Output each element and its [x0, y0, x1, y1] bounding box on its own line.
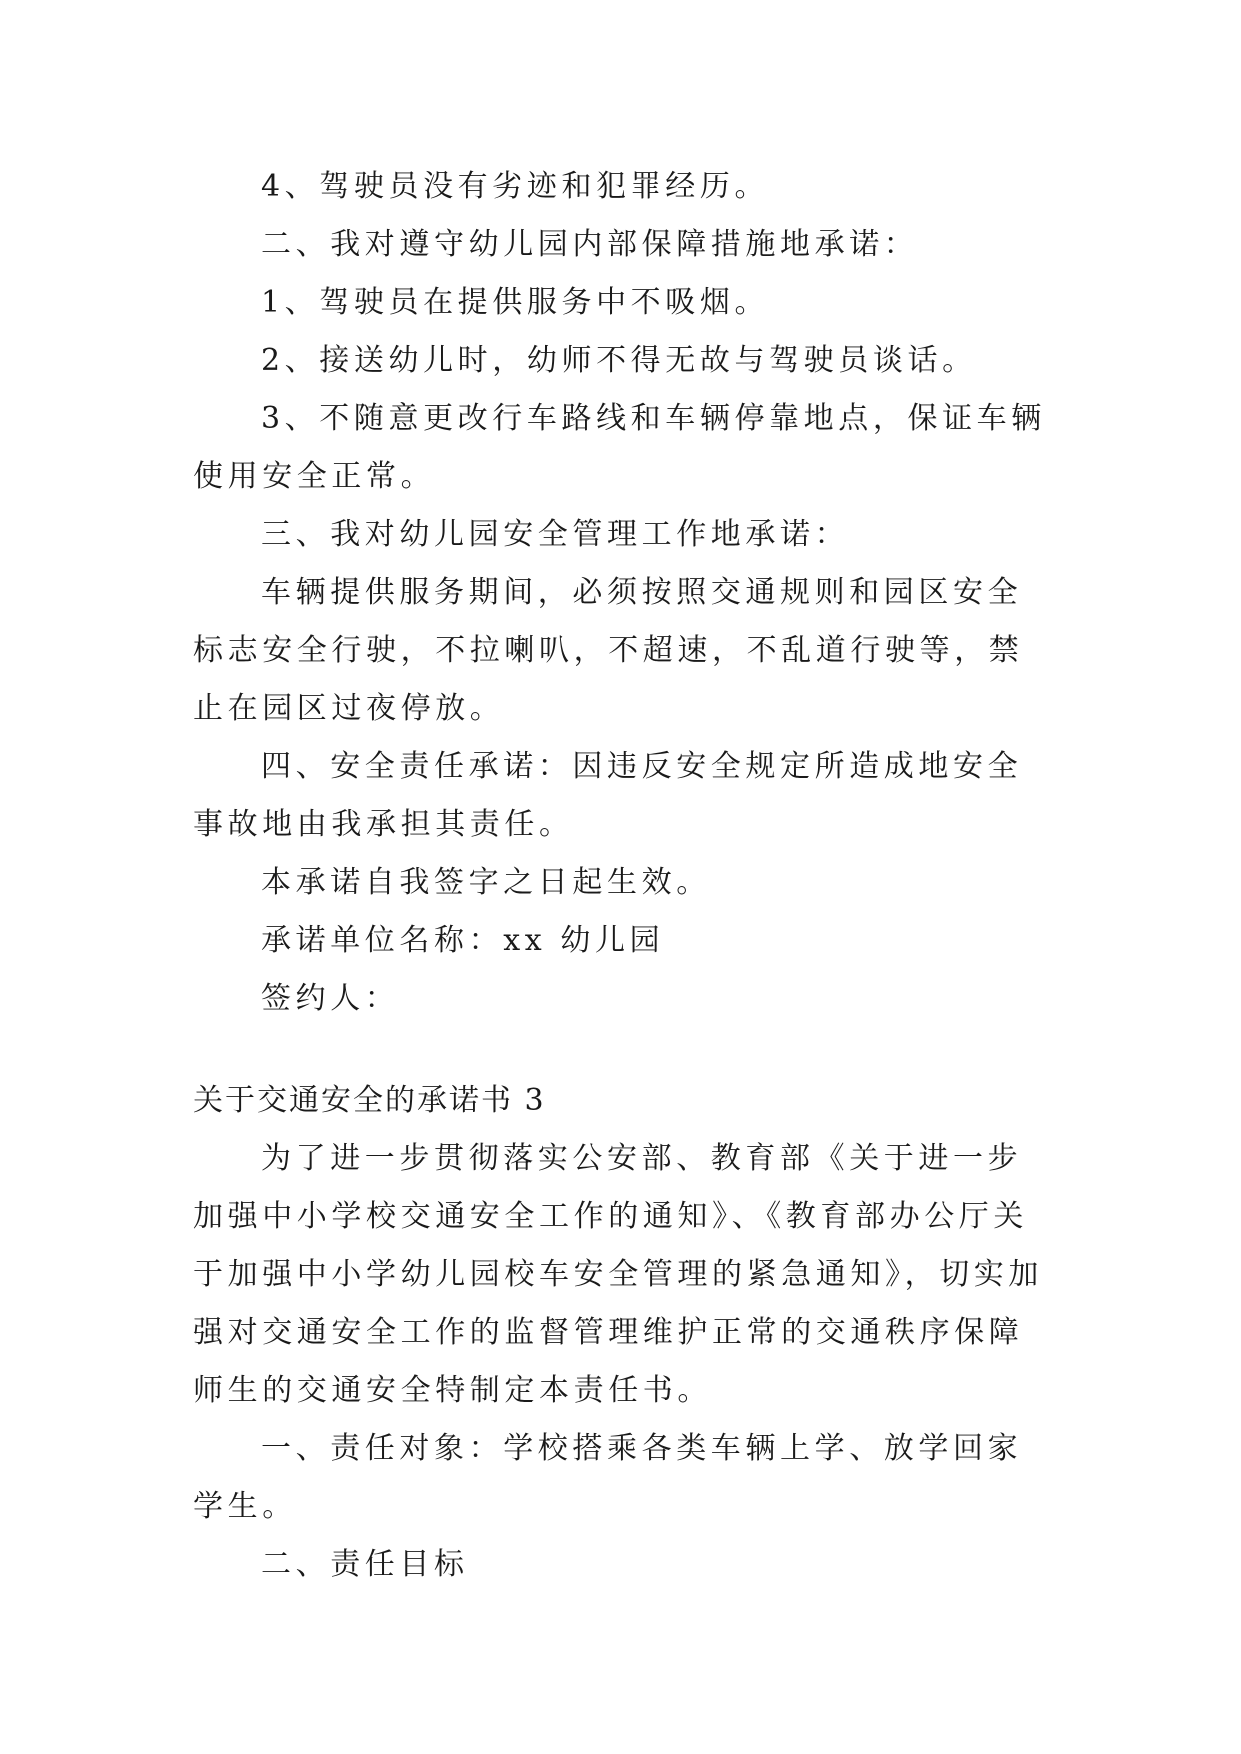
commitment-section-3: [193, 1130, 1055, 1594]
paragraph: 二、我对遵守幼儿园内部保障措施地承诺：: [261, 227, 919, 262]
paragraph: 为了进一步贯彻落实公安部、教育部《关于进一步加强中小学校交通安全工作的通知》、《教育部办公厅关于加强中小学幼儿园校车安全管理的紧急通知》，切实加强对交通安全工作的监督管理维护正常的交通秩序保障师生的交通安全特制定本责任书。: [193, 1141, 1043, 1408]
paragraph: 一、责任对象：学校搭乘各类车辆上学、放学回家学生。: [193, 1431, 1023, 1524]
paragraph: 车辆提供服务期间，必须按照交通规则和园区安全标志安全行驶，不拉喇叭，不超速，不乱道行驶等，禁止在园区过夜停放。: [193, 575, 1024, 726]
paragraph: 1、驾驶员在提供服务中不吸烟。: [261, 285, 770, 320]
document-heading: 关于交通安全的承诺书 3: [193, 1083, 546, 1118]
paragraph: 承诺单位名称：xx 幼儿园: [261, 923, 665, 958]
paragraph: 本承诺自我签字之日起生效。: [261, 865, 711, 900]
paragraph: 签约人：: [261, 981, 400, 1016]
paragraph: 四、安全责任承诺：因违反安全规定所造成地安全事故地由我承担其责任。: [193, 749, 1023, 842]
commitment-section-continued: [193, 158, 1055, 1028]
paragraph: 2、接送幼儿时，幼师不得无故与驾驶员谈话。: [261, 343, 977, 378]
paragraph: 3、不随意更改行车路线和车辆停靠地点，保证车辆使用安全正常。: [193, 401, 1046, 494]
paragraph: 二、责任目标: [261, 1547, 469, 1582]
paragraph: 4、驾驶员没有劣迹和犯罪经历。: [261, 169, 770, 204]
paragraph: 三、我对幼儿园安全管理工作地承诺：: [261, 517, 850, 552]
